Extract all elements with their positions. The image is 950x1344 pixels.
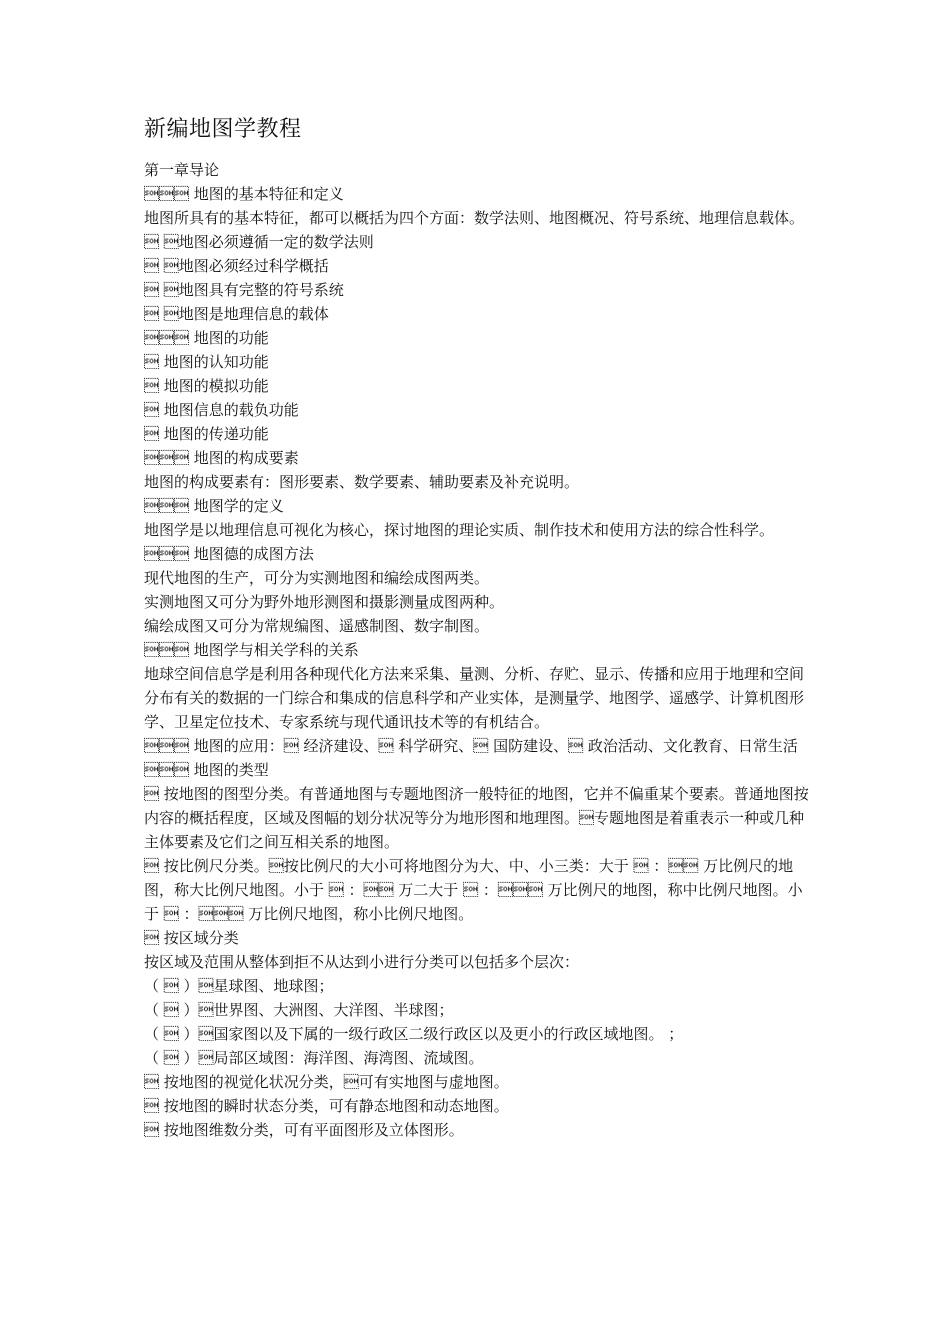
section-heading:  地图的应用： 经济建设、 科学研究、 国防建设、 政治活动、文化教育、日常生活 [144,737,798,755]
list-item:  按地图的视觉化状况分类，可有实地图与虚地图。 [144,1073,509,1091]
list-item:  按地图维数分类，可有平面图形及立体图形。 [144,1121,464,1139]
paragraph: 地图的构成要素有：图形要素、数学要素、辅助要素及补充说明。 [144,473,580,491]
list-item:  地图的传递功能 [144,425,269,443]
list-item:  地图具有完整的符号系统 [144,281,344,299]
section-heading:  地图的功能 [144,329,269,347]
list-item:  地图必须遵循一定的数学法则 [144,233,374,251]
section-heading:  地图的构成要素 [144,449,299,467]
list-item:  地图必须经过科学概括 [144,257,329,275]
chapter-heading: 第一章导论 [144,161,220,179]
section-heading:  地图的基本特征和定义 [144,185,344,203]
list-item:  地图是地理信息的载体 [144,305,329,323]
list-item:  地图的模拟功能 [144,377,269,395]
paragraph: 地图学是以地理信息可视化为核心，探讨地图的理论实质、制作技术和使用方法的综合性科学。 [144,521,775,539]
section-heading:  地图学的定义 [144,497,284,515]
paragraph: 实测地图又可分为野外地形测图和摄影测量成图两种。 [144,593,505,611]
list-item: （  ）局部区域图：海洋图、海湾图、流域图。 [144,1049,484,1067]
paragraph: 现代地图的生产，可分为实测地图和编绘成图两类。 [144,569,490,587]
section-heading:  地图学与相关学科的关系 [144,641,359,659]
paragraph: 地球空间信息学是利用各种现代化方法来采集、量测、分析、存贮、显示、传播和应用于地理和空间分布有关的数据的一门综合和集成的信息科学和产业实体，是测量学、地图学、遥感学、计算机图形学、卫星定位技术、专家系统与现代通讯技术等的有机结合。 [144,665,805,731]
list-item: （  ）国家图以及下属的一级行政区二级行政区以及更小的行政区域地图。 ； [144,1025,684,1043]
list-item: （  ）世界图、大洲图、大洋图、半球图； [144,1001,454,1019]
paragraph: 按区域及范围从整体到拒不从达到小进行分类可以包括多个层次： [144,953,580,971]
paragraph: 编绘成图又可分为常规编图、遥感制图、数字制图。 [144,617,490,635]
paragraph: 地图所具有的基本特征，都可以概括为四个方面：数学法则、地图概况、符号系统、地理信息载体。 [144,209,805,227]
list-item:  按地图的瞬时状态分类，可有静态地图和动态地图。 [144,1097,509,1115]
list-item:  地图的认知功能 [144,353,269,371]
list-item:  地图信息的载负功能 [144,401,299,419]
paragraph:  按比例尺分类。按比例尺的大小可将地图分为大、中、小三类：大于  ： 万比例尺的地图，称大比例尺地图。小于  ： 万二大于  ： 万比例尺的地图，称中比例尺地图。小于  ： 万比例尺地图，称小比例尺地图。 [144,857,803,923]
document-page [144,112,810,1142]
document-title: 新编地图学教程 [144,117,302,142]
paragraph:  按地图的图型分类。有普通地图与专题地图济一般特征的地图，它并不偏重某个要素。普通地图按内容的概括程度，区域及图幅的划分状况等分为地形图和地理图。专题地图是着重表示一种或几种主体要素及它们之间互相关系的地图。 [144,785,809,851]
list-item:  按区域分类 [144,929,239,947]
list-item: （  ）星球图、地球图； [144,977,334,995]
section-heading:  地图的类型 [144,761,269,779]
section-heading:  地图德的成图方法 [144,545,314,563]
